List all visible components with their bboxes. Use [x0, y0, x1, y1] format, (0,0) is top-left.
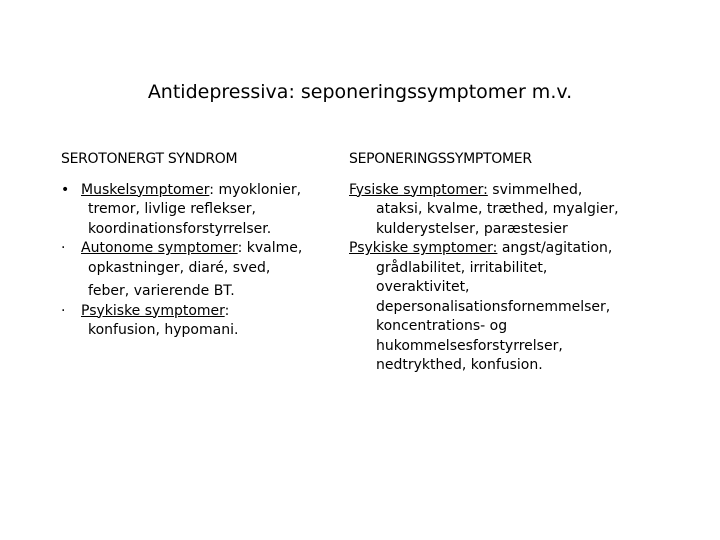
item-line: feber, varierende BT. — [88, 283, 235, 299]
item-text: : myoklonier, — [209, 181, 302, 198]
item-label: Fysiske symptomer: — [349, 181, 488, 198]
item-line: opkastninger, diaré, sved, — [88, 259, 271, 276]
item-text: : — [224, 302, 230, 319]
item-line: depersonalisationsfornemmelser, — [376, 298, 611, 315]
item-text: : kvalme, — [237, 240, 303, 256]
list-item-autonome-symptomer — [61, 239, 341, 302]
seponeringssymptomer-heading: SEPONERINGSSYMPTOMER — [349, 151, 532, 167]
list-item-muskelsymptomer — [61, 181, 341, 240]
item-line: nedtrykthed, konfusion. — [376, 357, 543, 373]
list-item-fysiske-symptomer — [349, 181, 669, 240]
item-text: angst/agitation, — [497, 240, 613, 256]
seponeringssymptomer-column — [349, 150, 669, 376]
item-label: Autonome symptomer — [81, 240, 238, 256]
list-item-psykiske-symptomer — [61, 302, 341, 341]
item-text: svimmelhed, — [487, 181, 583, 198]
list-item-psykiske-symptomer-right — [349, 239, 669, 376]
serotonergt-syndrom-heading: SEROTONERGT SYNDROM — [61, 151, 238, 167]
item-line: grådlabilitet, irritabilitet, — [376, 259, 548, 276]
item-label: Psykiske symptomer — [81, 302, 225, 319]
item-line: overaktivitet, — [376, 279, 470, 295]
item-line: hukommelsesforstyrrelser, — [376, 337, 563, 354]
bullet-icon: · — [61, 302, 66, 319]
item-line: tremor, livlige reflekser, — [88, 201, 256, 217]
bullet-icon: · — [61, 240, 66, 256]
item-line: kulderystelser, paræstesier — [376, 220, 568, 237]
item-label: Psykiske symptomer: — [349, 240, 498, 256]
bullet-icon: • — [61, 181, 70, 198]
serotonergt-syndrom-column — [61, 150, 341, 341]
item-line: konfusion, hypomani. — [88, 322, 239, 338]
item-label: Muskelsymptomer — [81, 181, 210, 198]
slide-title: Antidepressiva: seponeringssymptomer m.v. — [147, 81, 573, 103]
item-line: koncentrations- og — [376, 318, 508, 334]
item-line: koordinationsforstyrrelser. — [88, 220, 272, 237]
item-line: ataksi, kvalme, træthed, myalgier, — [376, 201, 619, 217]
